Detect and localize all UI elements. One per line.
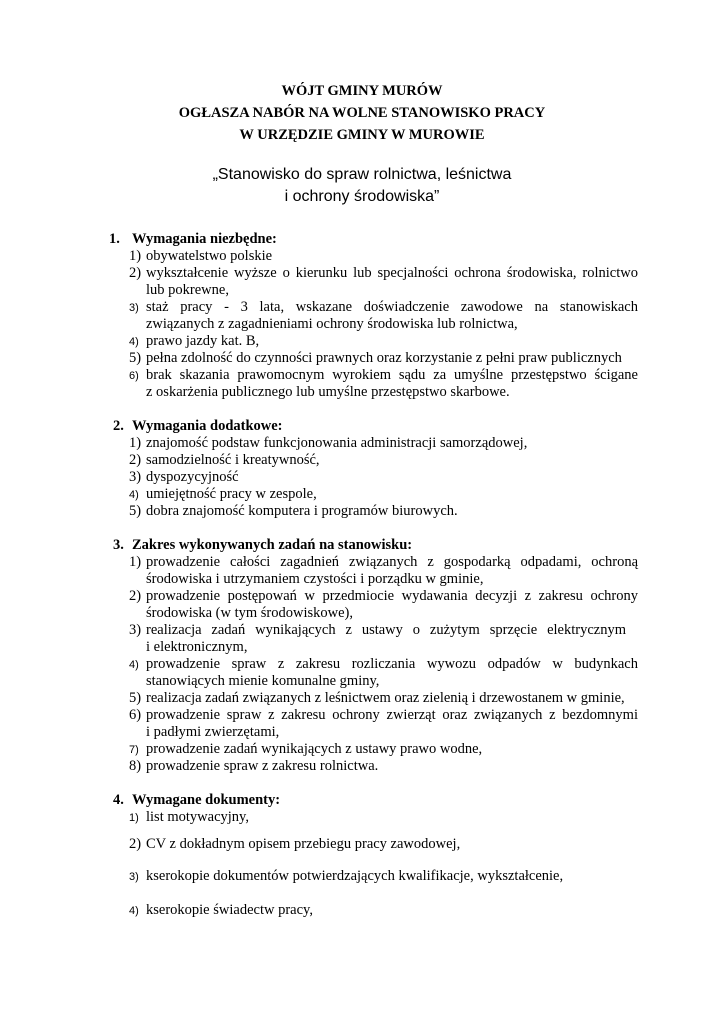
item-number: 1): [129, 248, 142, 264]
section-number: 3.: [113, 537, 124, 553]
item-number: 5): [129, 690, 142, 706]
section-number: 4.: [113, 792, 124, 808]
section-1-title: [109, 231, 277, 248]
item-number: 3): [129, 622, 142, 638]
header-line-1: WÓJT GMINY MURÓW: [281, 83, 443, 99]
item-number: 6): [129, 707, 142, 723]
item-text: brak skazania prawomocnym wyrokiem sądu za umyślne przestępstwo ścigane: [146, 367, 638, 383]
item-text: CV z dokładnym opisem przebiegu pracy zawodowej,: [146, 836, 461, 852]
item-number: 6): [129, 370, 139, 382]
item-text: kserokopie świadectw pracy,: [146, 902, 313, 918]
section-3-title: [113, 537, 412, 554]
item-number: 1): [129, 435, 142, 451]
item-text: prowadzenie postępowań w przedmiocie wydawania decyzji z zakresu ochrony: [146, 588, 638, 604]
item-text-continued: z oskarżenia publicznego lub umyślne przestępstwo skarbowe.: [146, 384, 510, 400]
item-number: 5): [129, 503, 142, 519]
item-text: prowadzenie spraw z zakresu rozliczania wywozu odpadów w budynkach: [146, 656, 638, 672]
item-text: prowadzenie zadań wynikających z ustawy prawo wodne,: [146, 741, 483, 757]
item-text: realizacja zadań wynikających z ustawy o zużytym sprzęcie elektrycznym: [146, 622, 626, 638]
item-text: dobra znajomość komputera i programów biurowych.: [146, 503, 458, 519]
item-number: 3): [129, 871, 139, 883]
section-4-title: [113, 792, 280, 809]
item-number: 4): [129, 489, 139, 501]
item-text-continued: i padłymi zwierzętami,: [146, 724, 280, 740]
item-text: kserokopie dokumentów potwierdzających kwalifikacje, wykształcenie,: [146, 868, 564, 884]
section-number: 2.: [113, 418, 124, 434]
section-title-text: Zakres wykonywanych zadań na stanowisku:: [132, 537, 413, 553]
item-text-continued: związanych z zagadnieniami ochrony środowiska lub rolnictwa,: [146, 316, 518, 332]
item-number: 4): [129, 336, 139, 348]
section-2-title: [113, 418, 283, 435]
section-title-text: Wymagania dodatkowe:: [132, 418, 283, 434]
item-text-continued: i elektronicznym,: [146, 639, 248, 655]
item-number: 2): [129, 452, 142, 468]
item-number: 8): [129, 758, 142, 774]
item-text: prowadzenie spraw z zakresu ochrony zwierząt oraz związanych z bezdomnymi: [146, 707, 638, 723]
position-title-line-2: i ochrony środowiska”: [284, 188, 440, 205]
item-number: 5): [129, 350, 142, 366]
item-text: wykształcenie wyższe o kierunku lub specjalności ochrona środowiska, rolnictwo: [146, 265, 638, 281]
item-number: 2): [129, 836, 142, 852]
section-number: 1.: [109, 231, 120, 247]
item-number: 4): [129, 905, 139, 917]
header-line-2: OGŁASZA NABÓR NA WOLNE STANOWISKO PRACY: [178, 105, 546, 121]
section-title-text: Wymagania niezbędne:: [132, 231, 277, 247]
item-text: dyspozycyjność: [146, 469, 239, 485]
item-text: prowadzenie całości zagadnień związanych z gospodarką odpadami, ochroną: [146, 554, 638, 570]
item-text: staż pracy - 3 lata, wskazane doświadczenie zawodowe na stanowiskach: [146, 299, 638, 315]
item-text: obywatelstwo polskie: [146, 248, 273, 264]
item-text: pełna zdolność do czynności prawnych oraz korzystanie z pełni praw publicznych: [146, 350, 622, 366]
item-number: 4): [129, 659, 139, 671]
item-text: umiejętność pracy w zespole,: [146, 486, 317, 502]
item-text-continued: środowiska i utrzymaniem czystości i porządku w gminie,: [146, 571, 484, 587]
item-text: realizacja zadań związanych z leśnictwem oraz zielenią i drzewostanem w gminie,: [146, 690, 625, 706]
item-text-continued: stanowiących mienie komunalne gminy,: [146, 673, 380, 689]
item-number: 2): [129, 265, 142, 281]
header-line-3: W URZĘDZIE GMINY W MUROWIE: [239, 127, 485, 143]
item-text-continued: środowiska (w tym środowiskowe),: [146, 605, 354, 621]
position-title-line-1: „Stanowisko do spraw rolnictwa, leśnictwa: [212, 166, 512, 183]
item-number: 1): [129, 812, 139, 824]
item-number: 3): [129, 302, 139, 314]
section-title-text: Wymagane dokumenty:: [132, 792, 281, 808]
item-text: prawo jazdy kat. B,: [146, 333, 260, 349]
item-number: 2): [129, 588, 142, 604]
item-text: list motywacyjny,: [146, 809, 249, 825]
item-text-continued: lub pokrewne,: [146, 282, 229, 298]
item-number: 1): [129, 554, 142, 570]
item-number: 7): [129, 744, 139, 756]
item-text: znajomość podstaw funkcjonowania administracji samorządowej,: [146, 435, 528, 451]
item-number: 3): [129, 469, 142, 485]
item-text: samodzielność i kreatywność,: [146, 452, 320, 468]
item-text: prowadzenie spraw z zakresu rolnictwa.: [146, 758, 379, 774]
